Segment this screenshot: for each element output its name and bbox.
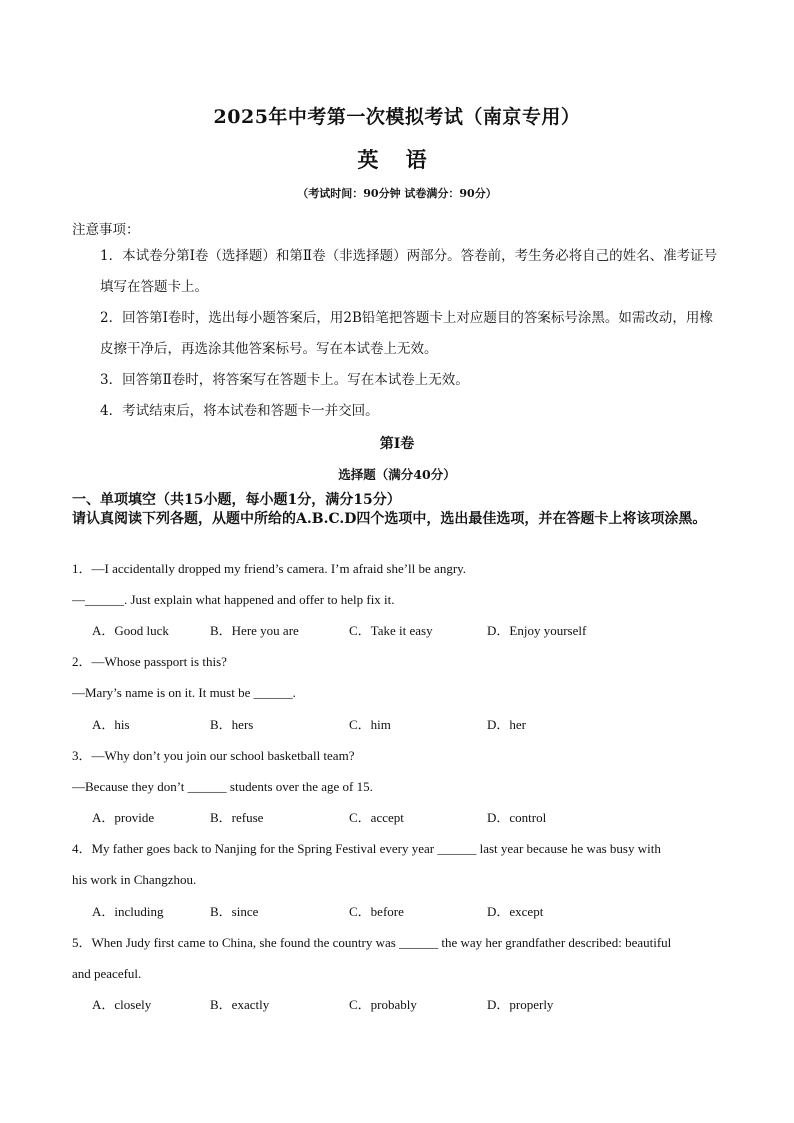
question-line: —______. Just explain what happened and offer to help fix it.: [72, 592, 395, 607]
exam-title: 2025年中考第一次模拟考试（南京专用）: [213, 106, 581, 128]
question-line: —Mary’s name is on it. It must be ______.: [72, 685, 296, 700]
question-line: and peaceful.: [72, 966, 142, 981]
option-b: B．Here you are: [210, 623, 299, 638]
option-d: D．Enjoy yourself: [487, 623, 587, 638]
option-c: C．before: [349, 904, 404, 919]
part-instruction: 请认真阅读下列各题，从题中所给的A.B.C.D四个选项中，选出最佳选项，并在答题卡上将该项涂黑。: [72, 511, 707, 527]
part-title: 一、单项填空（共15小题，每小题1分，满分15分）: [72, 492, 401, 508]
option-c: C．accept: [349, 810, 404, 825]
question-line: —Because they don’t ______ students over the age of 15.: [72, 779, 373, 794]
option-b: B．since: [210, 904, 259, 919]
subject-title: 英 语: [357, 147, 437, 172]
notice-item-4: 4．考试结束后，将本试卷和答题卡一并交回。: [100, 403, 379, 419]
option-b: B．hers: [210, 717, 254, 732]
question-3: [72, 740, 732, 802]
question-1: [72, 553, 732, 615]
option-d: D．except: [487, 904, 544, 919]
section-label: 选择题（满分40分）: [338, 467, 456, 482]
question-2: [72, 646, 732, 708]
notice-heading: 注意事项：: [72, 222, 140, 238]
option-c: C．probably: [349, 997, 417, 1012]
question-line: 2．—Whose passport is this?: [72, 654, 227, 669]
option-a: A．including: [92, 904, 164, 919]
question-line: 5．When Judy first came to China, she found the country was ______ the way her grandfather described: beautiful: [72, 935, 672, 950]
question-line: 4．My father goes back to Nanjing for the Spring Festival every year ______ last year because he was busy with: [72, 841, 661, 856]
question-4: [72, 833, 732, 895]
option-a: A．closely: [92, 997, 152, 1012]
exam-time-info: （考试时间：90分钟 试卷满分：90分）: [297, 187, 497, 200]
option-a: A．provide: [92, 810, 155, 825]
option-d: D．control: [487, 810, 547, 825]
notice-item-3: 3．回答第Ⅱ卷时，将答案写在答题卡上。写在本试卷上无效。: [100, 372, 469, 388]
option-b: B．refuse: [210, 810, 264, 825]
option-b: B．exactly: [210, 997, 270, 1012]
notice-item-2: 2．回答第Ⅰ卷时，选出每小题答案后，用2B铅笔把答题卡上对应题目的答案标号涂黑。如需改动，用橡皮擦干净后，再选涂其他答案标号。写在本试卷上无效。: [100, 310, 713, 357]
option-d: D．her: [487, 717, 526, 732]
question-5: [72, 927, 732, 989]
question-line: 1．—I accidentally dropped my friend’s camera. I’m afraid she’ll be angry.: [72, 561, 467, 576]
option-c: C．Take it easy: [349, 623, 433, 638]
question-line: his work in Changzhou.: [72, 872, 197, 887]
volume-label: 第Ⅰ卷: [379, 436, 415, 452]
option-a: A．Good luck: [92, 623, 169, 638]
notice-item-1: 1．本试卷分第Ⅰ卷（选择题）和第Ⅱ卷（非选择题）两部分。答卷前，考生务必将自己的姓名、准考证号填写在答题卡上。: [100, 248, 718, 295]
option-c: C．him: [349, 717, 391, 732]
question-line: 3．—Why don’t you join our school basketball team?: [72, 748, 355, 763]
option-a: A．his: [92, 717, 130, 732]
option-d: D．properly: [487, 997, 554, 1012]
